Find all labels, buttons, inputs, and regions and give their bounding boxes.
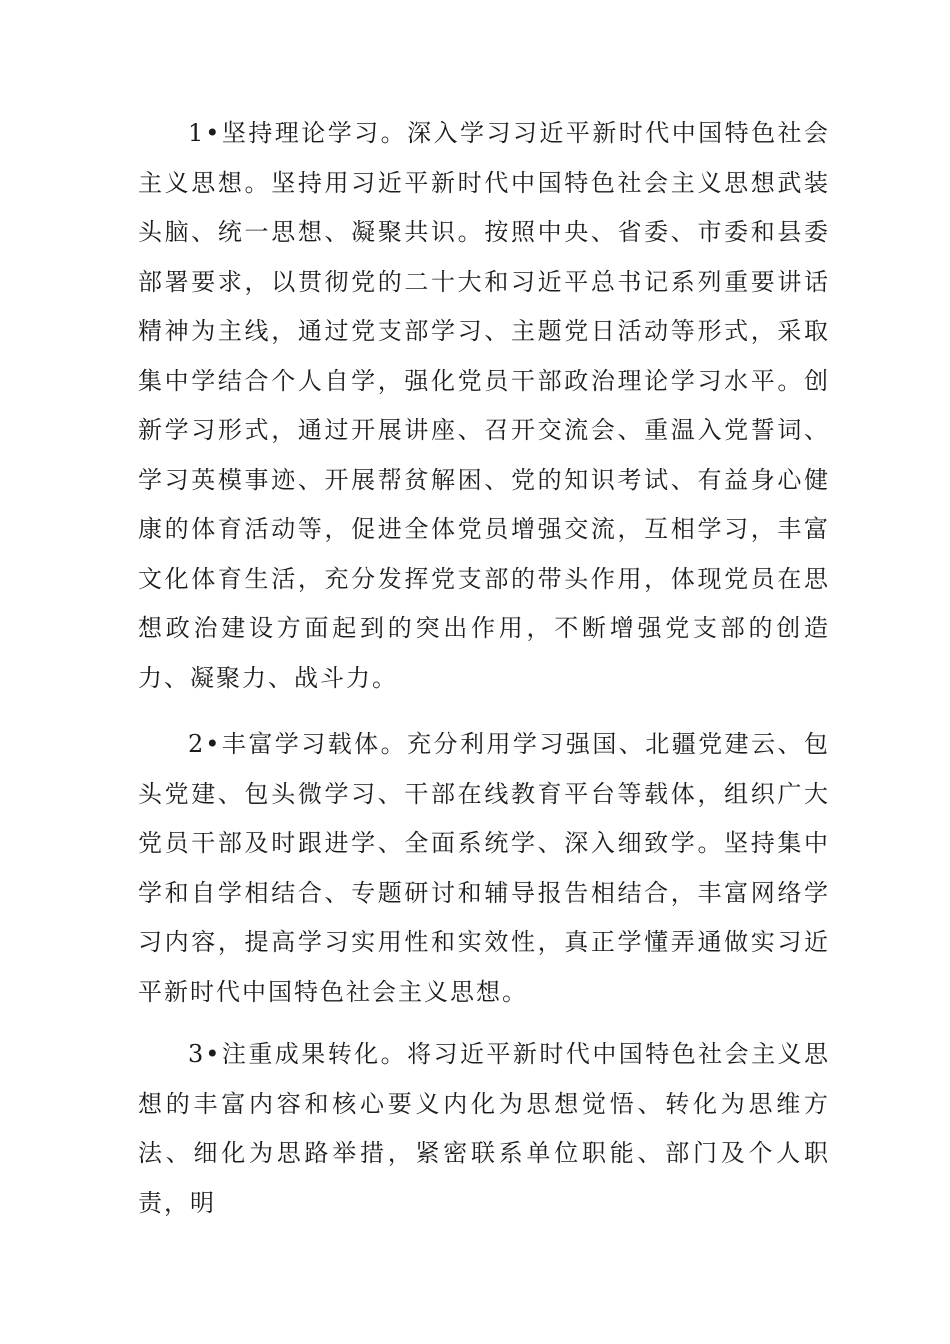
paragraph-theory-study: 1•坚持理论学习。深入学习习近平新时代中国特色社会主义思想。坚持用习近平新时代中国特色社会主义思想武装头脑、统一思想、凝聚共识。按照中央、省委、市委和县委部署要求，以贯彻党的二十大和习近平总书记系列重要讲话精神为主线，通过党支部学习、主题党日活动等形式，采取集中学结合个人自学，强化党员干部政治理论学习水平。创新学习形式，通过开展讲座、召开交流会、重温入党誓词、学习英模事迹、开展帮贫解困、党的知识考试、有益身心健康的体育活动等，促进全体党员增强交流，互相学习，丰富文化体育生活，充分发挥党支部的带头作用，体现党员在思想政治建设方面起到的突出作用，不断增强党支部的创造力、凝聚力、战斗力。: [138, 119, 830, 692]
paragraph-study-carriers: 2•丰富学习载体。充分利用学习强国、北疆党建云、包头党建、包头微学习、干部在线教育平台等载体，组织广大党员干部及时跟进学、全面系统学、深入细致学。坚持集中学和自学相结合、专题研讨和辅导报告相结合，丰富网络学习内容，提高学习实用性和实效性，真正学懂弄通做实习近平新时代中国特色社会主义思想。: [138, 730, 830, 1006]
paragraph-result-transformation: 3•注重成果转化。将习近平新时代中国特色社会主义思想的丰富内容和核心要义内化为思想觉悟、转化为思维方法、细化为思路举措，紧密联系单位职能、部门及个人职责，明: [138, 1040, 830, 1217]
